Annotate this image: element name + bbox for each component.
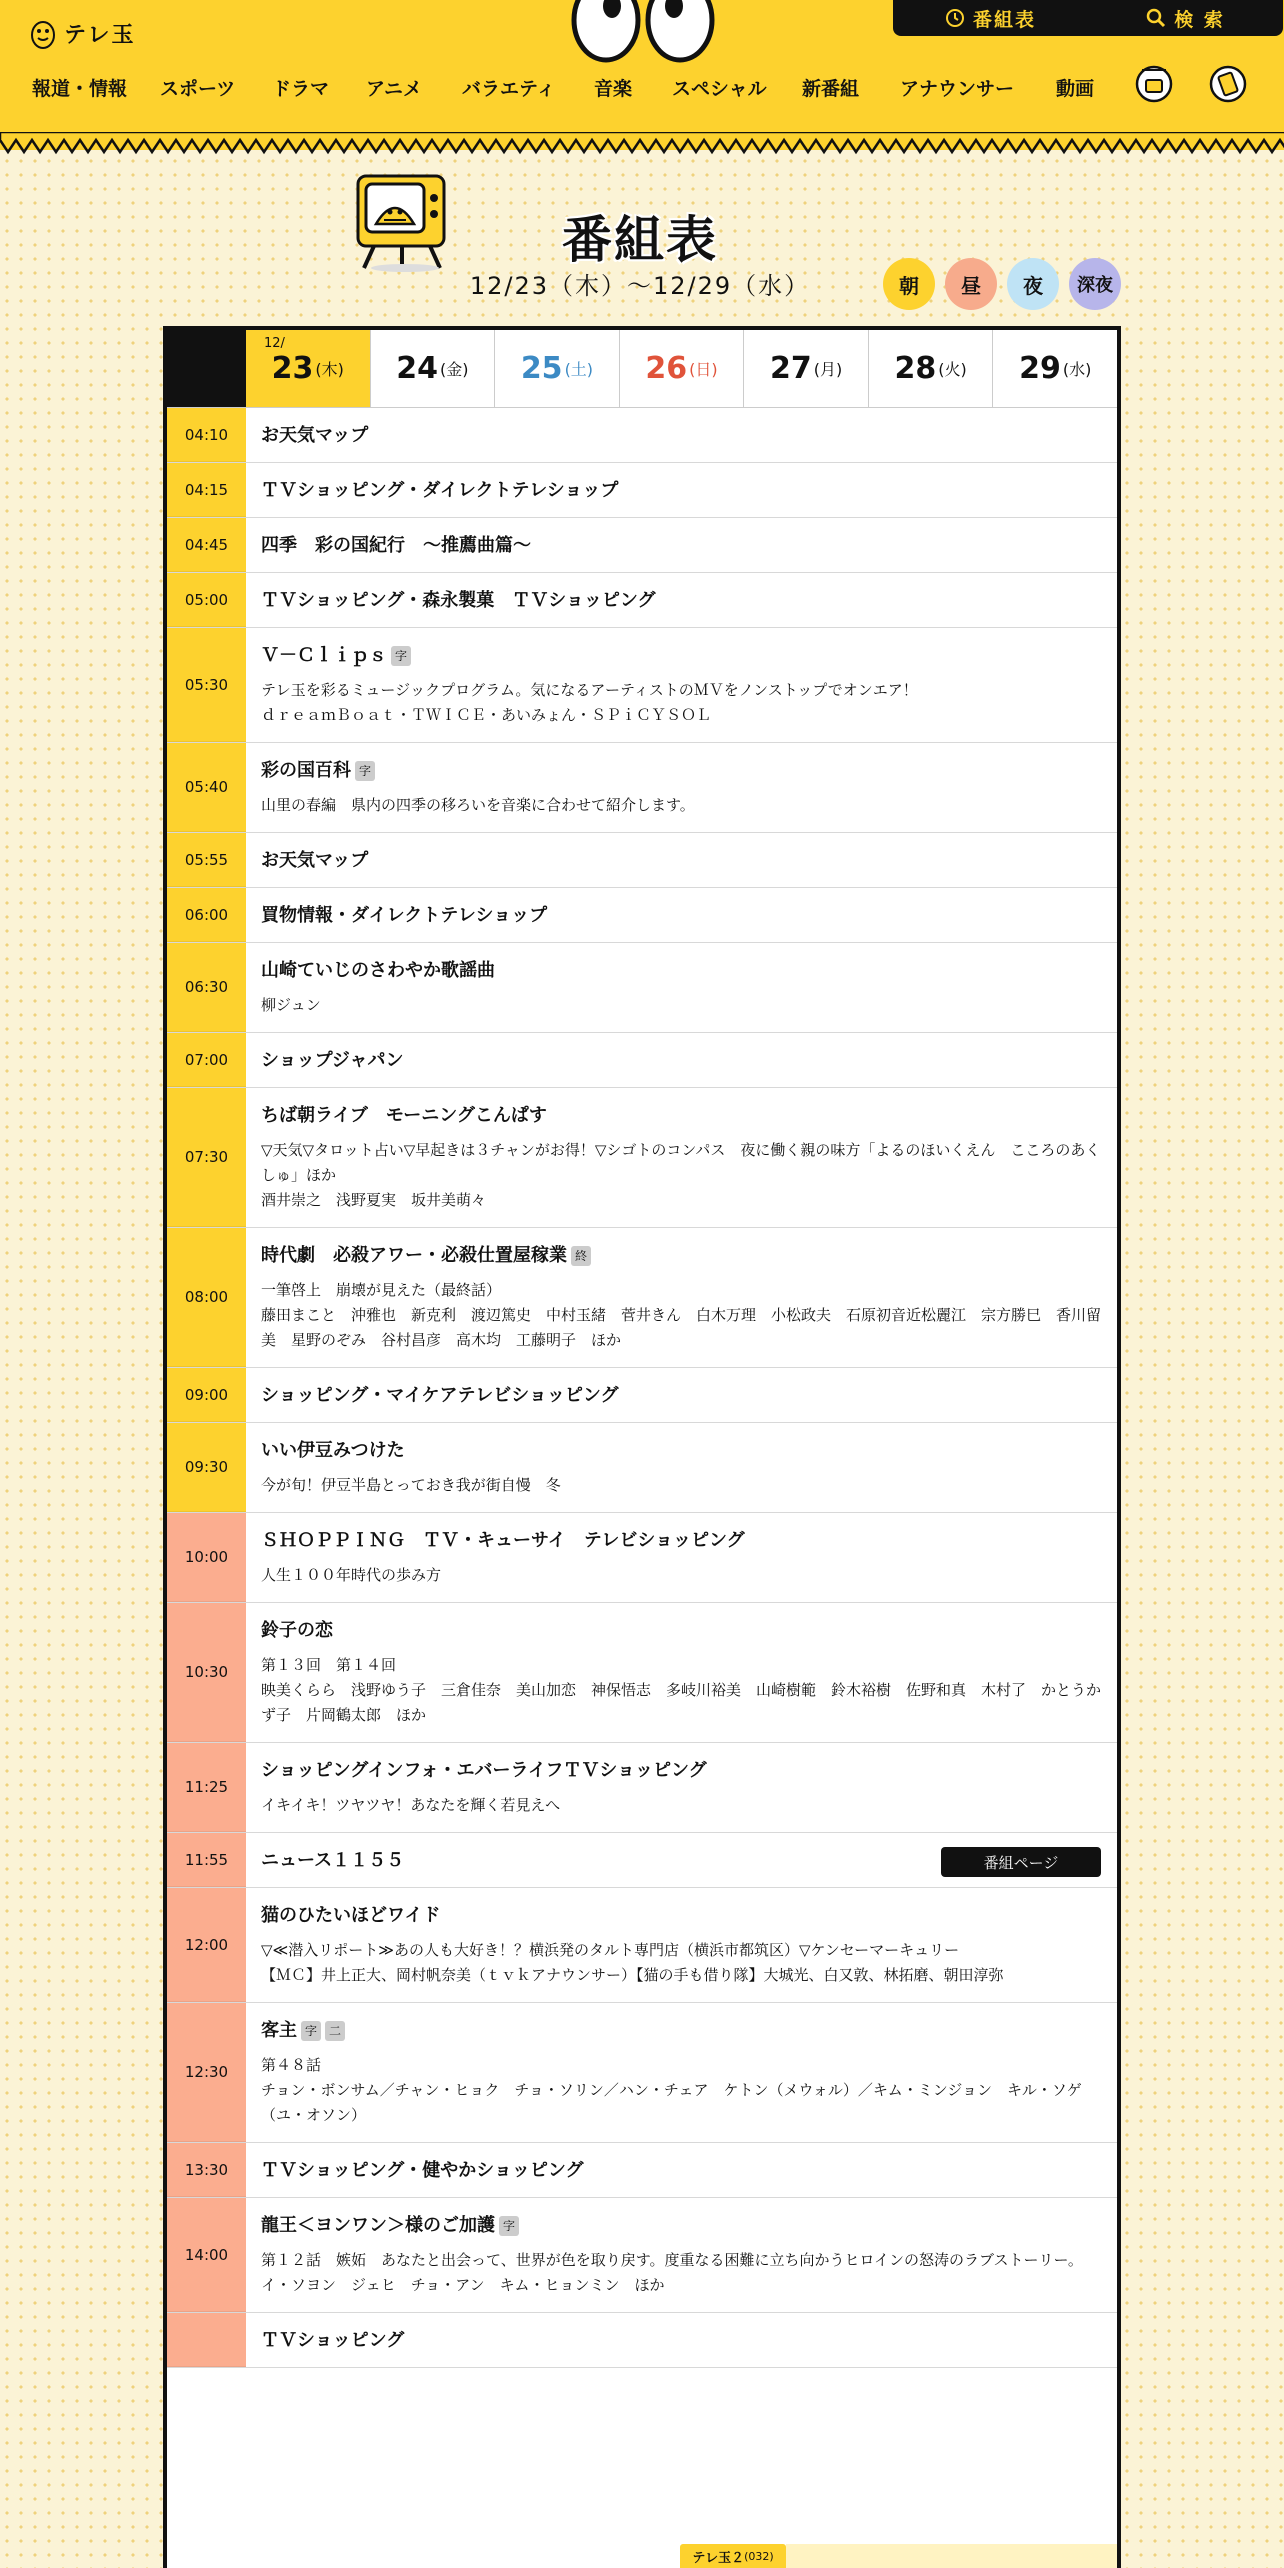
program-title[interactable]: 山崎ていじのさわやか歌謡曲 <box>261 960 495 981</box>
program-title[interactable]: ＴＶショッピング・ダイレクトテレショップ <box>261 480 619 501</box>
program-title-line <box>261 1904 1101 1928</box>
program-description: 山里の春編 県内の四季の移ろいを音楽に合わせて紹介します。 <box>261 796 695 814</box>
date-tab-27[interactable] <box>743 330 868 407</box>
schedule-tab[interactable] <box>893 5 1088 32</box>
channel-tab-bar <box>786 2544 1117 2568</box>
program-title[interactable]: Ｖ－Ｃｌｉｐｓ <box>261 645 387 666</box>
program-description: イキイキ！ツヤツヤ！あなたを輝く若見えへ <box>261 1796 561 1814</box>
program-title-line <box>261 1244 1101 1268</box>
program-title[interactable]: 龍王＜ヨンワン＞様のご加護 <box>261 2215 495 2236</box>
program-title-line <box>261 589 1101 613</box>
program-body <box>246 1423 1117 1512</box>
nav-new-programs[interactable]: 新番組 <box>802 78 860 100</box>
program-title-line <box>261 2159 1101 2183</box>
program-row[interactable] <box>167 518 1117 573</box>
period-label: 朝 <box>899 273 919 298</box>
program-body <box>246 1743 1117 1832</box>
program-body <box>246 2143 1117 2197</box>
program-mark-badge: 字 <box>391 646 411 666</box>
program-time: 10:00 <box>167 1513 246 1602</box>
program-title-line <box>261 1104 1101 1128</box>
program-body <box>246 1088 1117 1227</box>
date-tab-24[interactable] <box>370 330 495 407</box>
program-schedule <box>163 326 1121 2568</box>
program-body <box>246 833 1117 887</box>
program-row[interactable] <box>167 1833 1117 1888</box>
program-time: 06:00 <box>167 888 246 942</box>
program-body <box>246 2003 1117 2142</box>
program-body <box>246 573 1117 627</box>
program-row[interactable] <box>167 1368 1117 1423</box>
program-title[interactable]: 彩の国百科 <box>261 760 351 781</box>
program-title[interactable]: ちば朝ライブ モーニングこんぱす <box>261 1105 547 1126</box>
program-title-line <box>261 904 1101 928</box>
nav-music[interactable]: 音楽 <box>594 78 633 100</box>
program-row[interactable] <box>167 2003 1117 2143</box>
logo-text: テレ玉 <box>64 22 136 48</box>
search-tab-label: 検 索 <box>1174 8 1225 31</box>
program-title-line <box>261 849 1101 873</box>
program-mark-badge: 字 <box>355 761 375 781</box>
nav-announcer[interactable]: アナウンサー <box>900 78 1015 100</box>
program-time: 04:15 <box>167 463 246 517</box>
program-row[interactable] <box>167 1888 1117 2003</box>
program-mark-badge: 二 <box>325 2021 345 2041</box>
program-time: 06:30 <box>167 943 246 1032</box>
program-title[interactable]: ＴＶショッピング・健やかショッピング <box>261 2160 584 2181</box>
program-description: 第１２話 嫉妬 あなたと出会って、世界が色を取り戻す。度重なる困難に立ち向かうヒロインの怒涛のラブストーリー。 イ・ソヨン ジェヒ チョ・アン キム・ヒョンミン ほか <box>261 2251 1083 2294</box>
program-title-line <box>261 479 1101 503</box>
program-row[interactable] <box>167 2198 1117 2313</box>
date-corner <box>167 330 246 407</box>
program-title[interactable]: 鈴子の恋 <box>261 1620 333 1641</box>
program-body <box>246 1033 1117 1087</box>
site-header <box>0 0 1284 150</box>
nav-anime[interactable]: アニメ <box>366 78 423 100</box>
program-time: 12:00 <box>167 1888 246 2002</box>
program-title[interactable]: ＴＶショッピング <box>261 2330 405 2351</box>
program-time: 12:30 <box>167 2003 246 2142</box>
program-title-line <box>261 959 1101 983</box>
tv-mascot-icon <box>350 168 460 272</box>
program-body <box>246 628 1117 742</box>
program-body <box>246 1603 1117 1742</box>
program-body <box>246 1368 1117 1422</box>
program-body <box>246 518 1117 572</box>
program-title-line <box>261 759 1101 783</box>
program-body <box>246 2198 1117 2312</box>
channel-tab-code: (032) <box>744 2549 774 2563</box>
program-title-line <box>261 2214 1101 2238</box>
program-body <box>246 408 1117 462</box>
program-row[interactable] <box>167 1088 1117 1228</box>
program-title[interactable]: ＳＨＯＰＰＩＮＧ ＴＶ・キューサイ テレビショッピング <box>261 1530 745 1551</box>
period-label: 昼 <box>961 273 981 298</box>
program-time: 14:00 <box>167 2198 246 2312</box>
channel-tab-tele2[interactable] <box>680 2544 786 2568</box>
tv-badge-icon[interactable] <box>1134 60 1174 104</box>
period-morning-button[interactable] <box>883 258 935 310</box>
program-title-line <box>261 1049 1101 1073</box>
program-title-line <box>261 2019 1101 2043</box>
program-title-line <box>261 1439 1101 1463</box>
program-time: 08:00 <box>167 1228 246 1367</box>
program-time <box>167 2313 246 2367</box>
nav-video[interactable]: 動画 <box>1056 78 1095 100</box>
program-time: 05:40 <box>167 743 246 832</box>
program-title[interactable]: ショッピングインフォ・エバーライフＴＶショッピング <box>261 1760 707 1781</box>
program-time: 05:30 <box>167 628 246 742</box>
program-title[interactable]: いい伊豆みつけた <box>261 1440 405 1461</box>
date-tab-23[interactable] <box>246 330 370 407</box>
date-day: 24 <box>396 351 438 386</box>
program-title[interactable]: ＴＶショッピング・森永製菓 ＴＶショッピング <box>261 590 656 611</box>
program-body <box>246 2313 1117 2367</box>
program-body <box>246 1513 1117 1602</box>
period-label: 夜 <box>1023 273 1043 298</box>
date-day: 29 <box>1019 351 1061 386</box>
date-day: 26 <box>645 351 688 386</box>
search-tab[interactable] <box>1088 5 1283 32</box>
header-zigzag-edge <box>0 132 1284 156</box>
program-time: 11:55 <box>167 1833 246 1887</box>
program-title[interactable]: お天気マップ <box>261 850 369 871</box>
top-tabs <box>893 0 1283 36</box>
date-month: 12/ <box>264 336 285 351</box>
program-row[interactable] <box>167 1603 1117 1743</box>
program-row[interactable] <box>167 463 1117 518</box>
date-tab-26[interactable] <box>619 330 744 407</box>
period-late-night-button[interactable] <box>1069 258 1121 310</box>
program-title-line <box>261 424 1101 448</box>
program-row[interactable] <box>167 833 1117 888</box>
program-body <box>246 463 1117 517</box>
program-description: 第４８話 チョン・ボンサム／チャン・ヒョク チョ・ソリン／ハン・チェア ケトン（メウォル）／キム・ミンジョン キル・ソゲ（ユ・オソン） <box>261 2056 1082 2124</box>
program-description: テレ玉を彩るミュージックプログラム。気になるアーティストのＭＶをノンストップでオンエア！ ｄｒｅａｍＢｏａｔ・ＴＷＩＣＥ・あいみょん・ＳＰｉＣＹＳＯＬ <box>261 681 918 724</box>
program-description: 今が旬！伊豆半島とっておき我が街自慢 冬 <box>261 1476 561 1494</box>
program-mark-badge: 字 <box>499 2216 519 2236</box>
program-time: 09:30 <box>167 1423 246 1512</box>
mascot-logo-icon <box>30 16 56 50</box>
main-nav <box>0 70 1284 110</box>
program-body <box>246 888 1117 942</box>
date-day: 25 <box>520 351 563 386</box>
program-row[interactable] <box>167 1033 1117 1088</box>
program-time: 07:30 <box>167 1088 246 1227</box>
program-title[interactable]: ショッピング・マイケアテレビショッピング <box>261 1385 619 1406</box>
program-body <box>246 1888 1117 2002</box>
program-time: 09:00 <box>167 1368 246 1422</box>
period-night-button[interactable] <box>1007 258 1059 310</box>
program-row[interactable] <box>167 2313 1117 2368</box>
program-title[interactable]: 時代劇 必殺アワー・必殺仕置屋稼業 <box>261 1245 567 1266</box>
program-description: 柳ジュン <box>261 996 321 1014</box>
nav-variety[interactable]: バラエティ <box>462 78 556 100</box>
program-title[interactable]: ニュース１１５５ <box>261 1850 405 1871</box>
program-title[interactable]: 猫のひたいほどワイド <box>261 1905 441 1926</box>
program-description: 一筆啓上 崩壊が見えた（最終話） 藤田まこと 沖雅也 新克利 渡辺篤史 中村玉緒 菅井きん 白木万理 小松政夫 石原初音近松麗江 宗方勝巳 香川留美 星野のぞみ 谷村昌彦 高木均 工藤明子 ほか <box>261 1281 1102 1349</box>
date-day: 27 <box>769 351 812 386</box>
program-description: 人生１００年時代の歩み方 <box>261 1566 442 1584</box>
program-body <box>246 743 1117 832</box>
program-mark-badge: 終 <box>571 1246 591 1266</box>
logo[interactable] <box>30 16 136 50</box>
program-page-button[interactable]: 番組ページ <box>941 1847 1101 1877</box>
date-weekday: (火) <box>938 360 967 379</box>
date-weekday: (月) <box>813 360 843 379</box>
program-title-line <box>261 1759 1101 1783</box>
program-row[interactable] <box>167 1743 1117 1833</box>
program-mark-badge: 字 <box>301 2021 321 2041</box>
program-title-line <box>261 644 1101 668</box>
date-weekday: (金) <box>439 360 469 379</box>
program-description: ▽天気▽タロット占い▽早起きは３チャンがお得！▽シゴトのコンパス 夜に働く親の味方「よるのほいくえん こころのあくしゅ」ほか 酒井崇之 浅野夏実 坂井美萌々 <box>261 1141 1101 1209</box>
date-weekday: (水) <box>1062 360 1092 379</box>
program-body <box>246 943 1117 1032</box>
date-tab-29[interactable] <box>992 330 1117 407</box>
program-row[interactable] <box>167 888 1117 943</box>
page-title: 番組表 <box>562 211 718 269</box>
date-header <box>167 330 1117 408</box>
clock-icon <box>945 8 965 28</box>
program-row[interactable] <box>167 573 1117 628</box>
date-tab-28[interactable] <box>868 330 993 407</box>
program-body <box>246 1833 1117 1887</box>
program-row[interactable] <box>167 628 1117 743</box>
program-title-line <box>261 1529 1101 1553</box>
program-row[interactable] <box>167 2143 1117 2198</box>
program-time: 05:00 <box>167 573 246 627</box>
period-selector <box>883 258 1121 310</box>
date-day: 28 <box>894 351 937 386</box>
program-description: 第１３回 第１４回 映美くらら 浅野ゆう子 三倉佳奈 美山加恋 神保悟志 多岐川裕美 山崎樹範 鈴木裕樹 佐野和真 木村了 かとうかず子 片岡鶴太郎 ほか <box>261 1656 1102 1724</box>
program-time: 13:30 <box>167 2143 246 2197</box>
nav-sports[interactable]: スポーツ <box>160 78 236 100</box>
period-label: 深夜 <box>1077 275 1113 296</box>
program-row[interactable] <box>167 408 1117 463</box>
program-list <box>167 408 1117 2368</box>
nav-special[interactable]: スペシャル <box>672 78 767 100</box>
program-time: 05:55 <box>167 833 246 887</box>
program-row[interactable] <box>167 1423 1117 1513</box>
program-title-line <box>261 534 1101 558</box>
program-title-line <box>261 1384 1101 1408</box>
program-title[interactable]: 四季 彩の国紀行 ～推薦曲篇～ <box>261 535 531 556</box>
program-time: 11:25 <box>167 1743 246 1832</box>
program-time: 07:00 <box>167 1033 246 1087</box>
program-title[interactable]: 客主 <box>261 2020 297 2041</box>
point-card-icon[interactable] <box>1208 60 1248 104</box>
period-noon-button[interactable] <box>945 258 997 310</box>
date-weekday: (日) <box>689 360 718 379</box>
schedule-tab-label: 番組表 <box>972 8 1036 31</box>
program-row[interactable] <box>167 1513 1117 1603</box>
program-row[interactable] <box>167 743 1117 833</box>
date-weekday: (木) <box>315 360 344 379</box>
program-row[interactable] <box>167 1228 1117 1368</box>
program-row[interactable] <box>167 943 1117 1033</box>
program-description: ▽≪潜入リポート≫あの人も大好き！？横浜発のタルト専門店（横浜市都筑区）▽ケンセーマーキュリー 【ＭＣ】井上正大、岡村帆奈美（ｔｖｋアナウンサー）【猫の手も借り隊】大城光、白又敦、林拓磨、朝田淳弥 <box>261 1941 1004 1984</box>
date-tab-25[interactable] <box>494 330 619 407</box>
date-weekday: (土) <box>564 360 594 379</box>
program-title[interactable]: ショップジャパン <box>261 1050 404 1071</box>
program-title-line <box>261 1619 1101 1643</box>
program-body <box>246 1228 1117 1367</box>
program-time: 04:10 <box>167 408 246 462</box>
date-day: 23 <box>271 351 314 386</box>
date-range: 12/23（木）〜12/29（水） <box>469 272 811 300</box>
nav-news[interactable]: 報道・情報 <box>32 78 128 100</box>
program-title-line <box>261 2329 1101 2353</box>
mascot-eyes-icon <box>570 0 716 64</box>
search-icon <box>1146 8 1166 28</box>
program-title[interactable]: 買物情報・ダイレクトテレショップ <box>261 905 548 926</box>
program-time: 04:45 <box>167 518 246 572</box>
nav-drama[interactable]: ドラマ <box>272 78 330 100</box>
program-title[interactable]: お天気マップ <box>261 425 369 446</box>
channel-tab-label: テレ玉２ <box>692 2550 745 2566</box>
program-time: 10:30 <box>167 1603 246 1742</box>
